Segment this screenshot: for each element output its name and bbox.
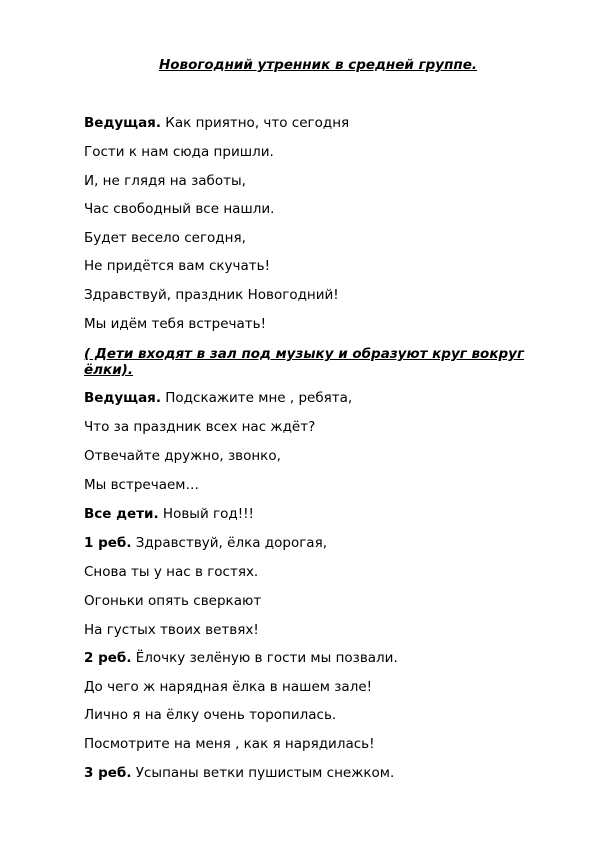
line-text: Ёлочку зелёную в гости мы позвали.: [131, 650, 398, 666]
page-title: Новогодний утренник в средней группе.: [158, 57, 478, 73]
line-text: До чего ж нарядная ёлка в нашем зале!: [84, 679, 373, 695]
verse-line: [84, 115, 349, 132]
line-text: И, не глядя на заботы,: [84, 173, 246, 189]
line-text: Как приятно, что сегодня: [160, 115, 350, 131]
verse-line: [84, 564, 258, 581]
line-text: Подскажите мне , ребята,: [160, 390, 353, 406]
verse-line: [84, 201, 274, 218]
verse-line: [84, 448, 281, 465]
line-text: Здравствуй, ёлка дорогая,: [131, 535, 327, 551]
line-text: Мы встречаем…: [84, 477, 199, 493]
line-text: Лично я на ёлку очень торопилась.: [84, 707, 337, 723]
line-text: Здравствуй, праздник Новогодний!: [84, 287, 339, 303]
verse-line: [84, 173, 246, 190]
verse-line: [84, 736, 375, 753]
verse-line: [84, 230, 246, 247]
verse-line: [84, 477, 199, 494]
verse-line: [84, 622, 259, 639]
verse-line: [84, 258, 270, 275]
line-text: Не придётся вам скучать!: [84, 258, 271, 274]
line-text: Посмотрите на меня , как я нарядилась!: [84, 736, 375, 752]
verse-line: [84, 765, 394, 782]
line-text: Усыпаны ветки пушистым снежком.: [131, 765, 395, 781]
verse-line: [84, 390, 352, 407]
line-text: На густых твоих ветвях!: [84, 622, 259, 638]
verse-line: [84, 316, 266, 333]
line-text: Гости к нам сюда пришли.: [84, 144, 274, 160]
verse-line: [84, 506, 254, 523]
speaker-label: 1 реб.: [84, 535, 132, 551]
line-text: Отвечайте дружно, звонко,: [84, 448, 281, 464]
line-text: Огоньки опять сверкают: [84, 593, 262, 609]
verse-line: [84, 419, 315, 436]
line-text: Что за праздник всех нас ждёт?: [84, 419, 316, 435]
speaker-label: Ведущая.: [84, 115, 161, 131]
verse-line: [84, 287, 339, 304]
line-text: Час свободный все нашли.: [84, 201, 275, 217]
speaker-label: Все дети.: [84, 506, 159, 522]
line-text: Мы идём тебя встречать!: [84, 316, 266, 332]
line-text: Новый год!!!: [158, 506, 254, 522]
speaker-label: 3 реб.: [84, 765, 132, 781]
speaker-label: 2 реб.: [84, 650, 132, 666]
speaker-label: Ведущая.: [84, 390, 161, 406]
verse-line: [84, 144, 274, 161]
verse-line: [84, 535, 327, 552]
verse-line: [84, 707, 336, 724]
stage-direction: ( Дети входят в зал под музыку и образуют круг вокруг ёлки).: [84, 346, 524, 378]
verse-line: [84, 650, 398, 667]
verse-line: [84, 679, 372, 696]
verse-line: [84, 593, 261, 610]
line-text: Будет весело сегодня,: [84, 230, 246, 246]
line-text: Снова ты у нас в гостях.: [84, 564, 259, 580]
